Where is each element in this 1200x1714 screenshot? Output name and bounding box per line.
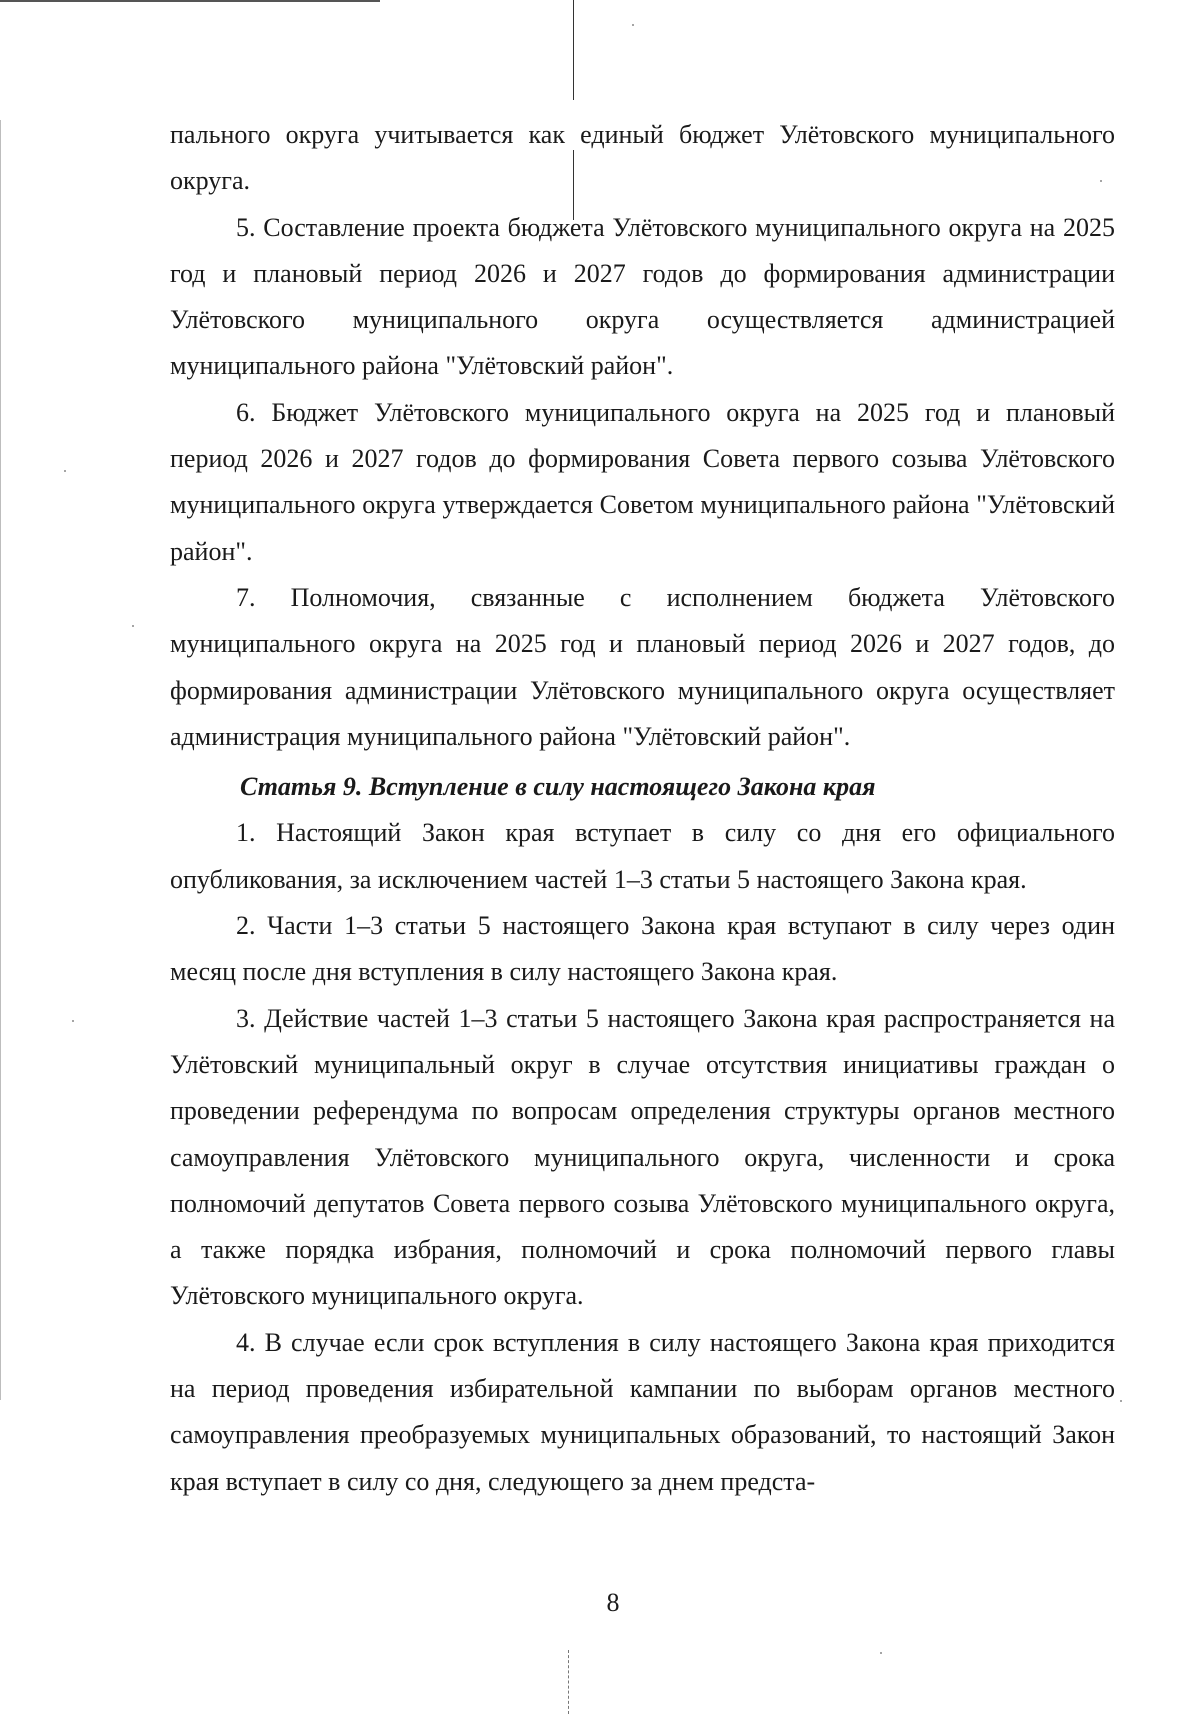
paragraph-continued: пального округа учитывается как единый бюджет Улётовского муниципального округа. bbox=[170, 120, 1115, 196]
document-body bbox=[170, 112, 1115, 1505]
scan-speck bbox=[64, 470, 66, 472]
scan-edge-line bbox=[0, 120, 1, 1400]
scan-speck bbox=[132, 625, 134, 627]
scan-fold-line bbox=[573, 0, 574, 100]
scan-fold-line bbox=[568, 1650, 570, 1714]
paragraph-5: 5. Составление проекта бюджета Улётовского муниципального округа на 2025 год и плановый период 2026 и 2027 годов до формирования администрации Улётовского муниципального округа осуществляется администрацией муниципального района "Улётовский район". bbox=[170, 212, 1115, 381]
paragraph-6: 6. Бюджет Улётовского муниципального округа на 2025 год и плановый период 2026 и 2027 годов до формирования Совета первого созыва Улётовского муниципального округа утверждается Советом муниципального района "Улётовский район". bbox=[170, 397, 1115, 566]
page-number: 8 bbox=[606, 1588, 620, 1617]
article-heading: Статья 9. Вступление в силу настоящего Закона края bbox=[240, 772, 876, 802]
article-9-paragraph-1: 1. Настоящий Закон края вступает в силу со дня его официального опубликования, за исключением частей 1–3 статьи 5 настоящего Закона края. bbox=[170, 818, 1115, 894]
scan-speck bbox=[72, 1020, 74, 1022]
article-9-paragraph-4: 4. В случае если срок вступления в силу настоящего Закона края приходится на период проведения избирательной кампании по выборам органов местного самоуправления преобразуемых муниципальных образований, то настоящий Закон края вступает в силу со дня, следующего за днем предста- bbox=[170, 1327, 1115, 1496]
scan-edge-line bbox=[0, 0, 380, 2]
scan-speck bbox=[1120, 1400, 1122, 1402]
scan-speck bbox=[880, 1652, 882, 1654]
article-9-paragraph-2: 2. Части 1–3 статьи 5 настоящего Закона края вступают в силу через один месяц после дня вступления в силу настоящего Закона края. bbox=[170, 911, 1115, 987]
article-9-paragraph-3: 3. Действие частей 1–3 статьи 5 настоящего Закона края распространяется на Улётовский муниципальный округ в случае отсутствия инициативы граждан о проведении референдума по вопросам определения структуры органов местного самоуправления Улётовского муниципального округа, численности и срока полномочий депутатов Совета первого созыва Улётовского муниципального округа, а также порядка избрания, полномочий и срока полномочий первого главы Улётовского муниципального округа. bbox=[170, 1003, 1115, 1311]
paragraph-7: 7. Полномочия, связанные с исполнением бюджета Улётовского муниципального округа на 2025 год и плановый период 2026 и 2027 годов, до формирования администрации Улётовского муниципального округа осуществляет администрация муниципального района "Улётовский район". bbox=[170, 582, 1115, 751]
scan-speck bbox=[632, 24, 634, 26]
